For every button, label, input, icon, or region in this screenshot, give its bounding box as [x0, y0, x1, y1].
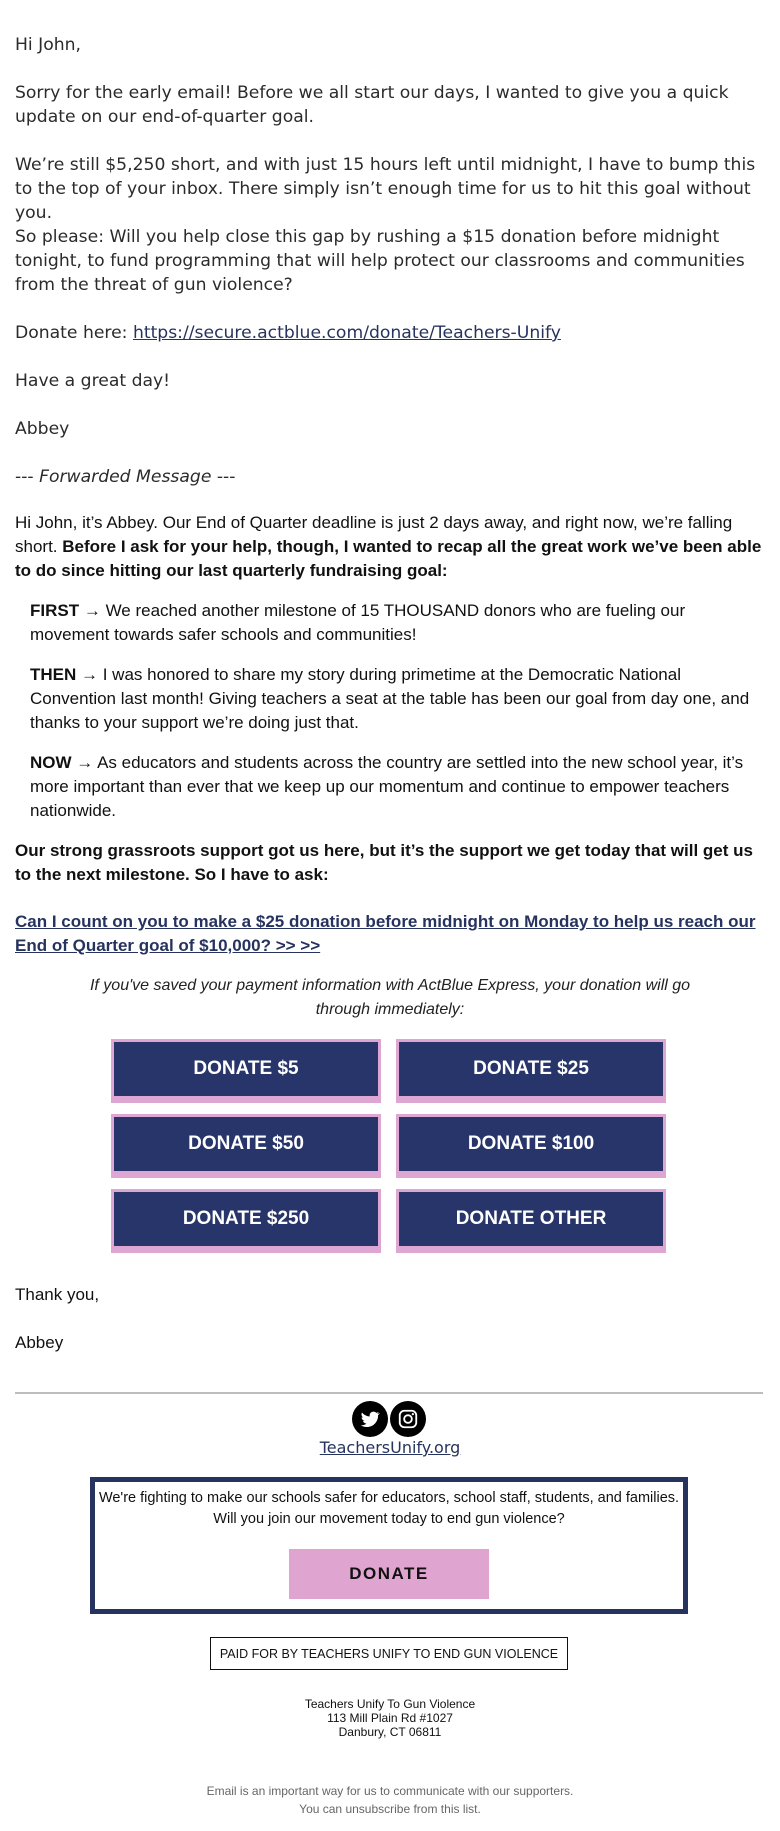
arrow-glyph: → — [76, 665, 103, 684]
forwarded-header — [15, 465, 765, 489]
recap-item-first — [30, 599, 755, 647]
fwd-label: Forwarded Message — [39, 467, 212, 487]
greeting: Hi John, — [15, 35, 81, 55]
paid-for-disclaimer: PAID FOR BY TEACHERS UNIFY TO END GUN VIOLENCE — [210, 1637, 568, 1670]
cta-box — [90, 1477, 688, 1614]
recap-item-now — [30, 751, 755, 823]
recap-label: THEN — [30, 665, 77, 684]
donate-link[interactable]: https://secure.actblue.com/donate/Teachers-Unify — [132, 323, 561, 343]
address-line: Danbury, CT 06811 — [338, 1725, 442, 1739]
recap-text: I was honored to share my story during primetime at the Democratic National Convention last month! Giving teachers a seat at the table has been our goal from day one, and thanks to your support we’re doing just that. — [30, 665, 750, 732]
cta-line-1: We're fighting to make our schools safer for educators, school staff, students, and families. — [98, 1490, 680, 1506]
intro-paragraph-2: We’re still $5,250 short, and with just 15 hours left until midnight, I have to bump this to the top of your inbox. There simply isn’t enough time for us to hit this goal without you. — [15, 155, 756, 223]
closing: Have a great day! — [15, 371, 171, 391]
forwarded-signature: Abbey — [15, 1333, 64, 1352]
ask-link[interactable]: Can I count on you to make a $25 donation before midnight on Monday to help us reach our End of Quarter goal of $10,000? >> >> — [15, 912, 756, 955]
arrow-glyph: → — [79, 601, 106, 620]
site-link[interactable]: TeachersUnify.org — [319, 1438, 461, 1457]
twitter-icon[interactable] — [352, 1401, 388, 1437]
donate-prefix: Donate here: — [15, 323, 133, 343]
donate-25-button[interactable]: DONATE $25 — [396, 1039, 666, 1103]
arrow-glyph: → — [71, 753, 98, 772]
address-line: 113 Mill Plain Rd #1027 — [327, 1711, 453, 1725]
fine-print — [140, 1782, 640, 1818]
donate-5-button[interactable]: DONATE $5 — [111, 1039, 381, 1103]
donate-250-button[interactable]: DONATE $250 — [111, 1189, 381, 1253]
donate-line — [15, 321, 765, 345]
recap-label: FIRST — [30, 601, 80, 620]
cta-line-2: Will you join our movement today to end gun violence? — [213, 1511, 565, 1527]
ask-paragraph — [15, 910, 765, 958]
donate-100-button[interactable]: DONATE $100 — [396, 1114, 666, 1178]
recap-text: We reached another milestone of 15 THOUSAND donors who are fueling our movement towards safer schools and communities! — [30, 601, 686, 644]
fine-print-line-1: Email is an important way for us to communicate with our supporters. — [206, 1784, 574, 1798]
fwd-dash-right: --- — [211, 467, 236, 487]
recap-text: As educators and students across the country are settled into the new school year, it’s more important than ever that we keep up our momentum and continue to empower teachers nationwide. — [30, 753, 744, 820]
thanks-text: Thank you, — [15, 1285, 100, 1304]
instagram-icon[interactable] — [390, 1401, 426, 1437]
forwarded-paragraph-2: Our strong grassroots support got us here, but it’s the support we get today that will get us to the next milestone. So I have to ask: — [15, 841, 753, 884]
intro-paragraph-3: So please: Will you help close this gap by rushing a $15 donation before midnight tonight, to fund programming that will help protect our classrooms and communities from the threat of gun violence? — [15, 227, 745, 295]
fwd-dash-left: --- — [15, 467, 40, 487]
fwd-para1-plain: Hi John, it’s Abbey. Our End of Quarter deadline is just 2 days away, and right now, we’re falling short. — [15, 513, 733, 556]
intro-signature: Abbey — [15, 419, 70, 439]
fwd-para1-bold: Before I ask for your help, though, I wanted to recap all the great work we’ve been able to do since hitting our last quarterly fundraising goal: — [15, 537, 762, 580]
address-line: Teachers Unify To Gun Violence — [304, 1697, 476, 1711]
recap-label: NOW — [30, 753, 72, 772]
recap-item-then — [30, 663, 755, 735]
fine-print-line-2: You can unsubscribe from this list. — [299, 1802, 481, 1816]
intro-paragraph-1: Sorry for the early email! Before we all start our days, I wanted to give you a quick update on our end-of-quarter goal. — [15, 83, 729, 127]
mailing-address — [240, 1697, 540, 1739]
cta-text — [95, 1488, 683, 1530]
forwarded-paragraph-1 — [15, 511, 765, 583]
donate-50-button[interactable]: DONATE $50 — [111, 1114, 381, 1178]
express-note: If you've saved your payment information with ActBlue Express, your donation will go through immediately: — [89, 977, 691, 1018]
footer-divider — [15, 1392, 763, 1394]
social-icons — [352, 1401, 428, 1437]
donate-other-button[interactable]: DONATE OTHER — [396, 1189, 666, 1253]
footer-donate-button[interactable]: DONATE — [289, 1549, 489, 1599]
